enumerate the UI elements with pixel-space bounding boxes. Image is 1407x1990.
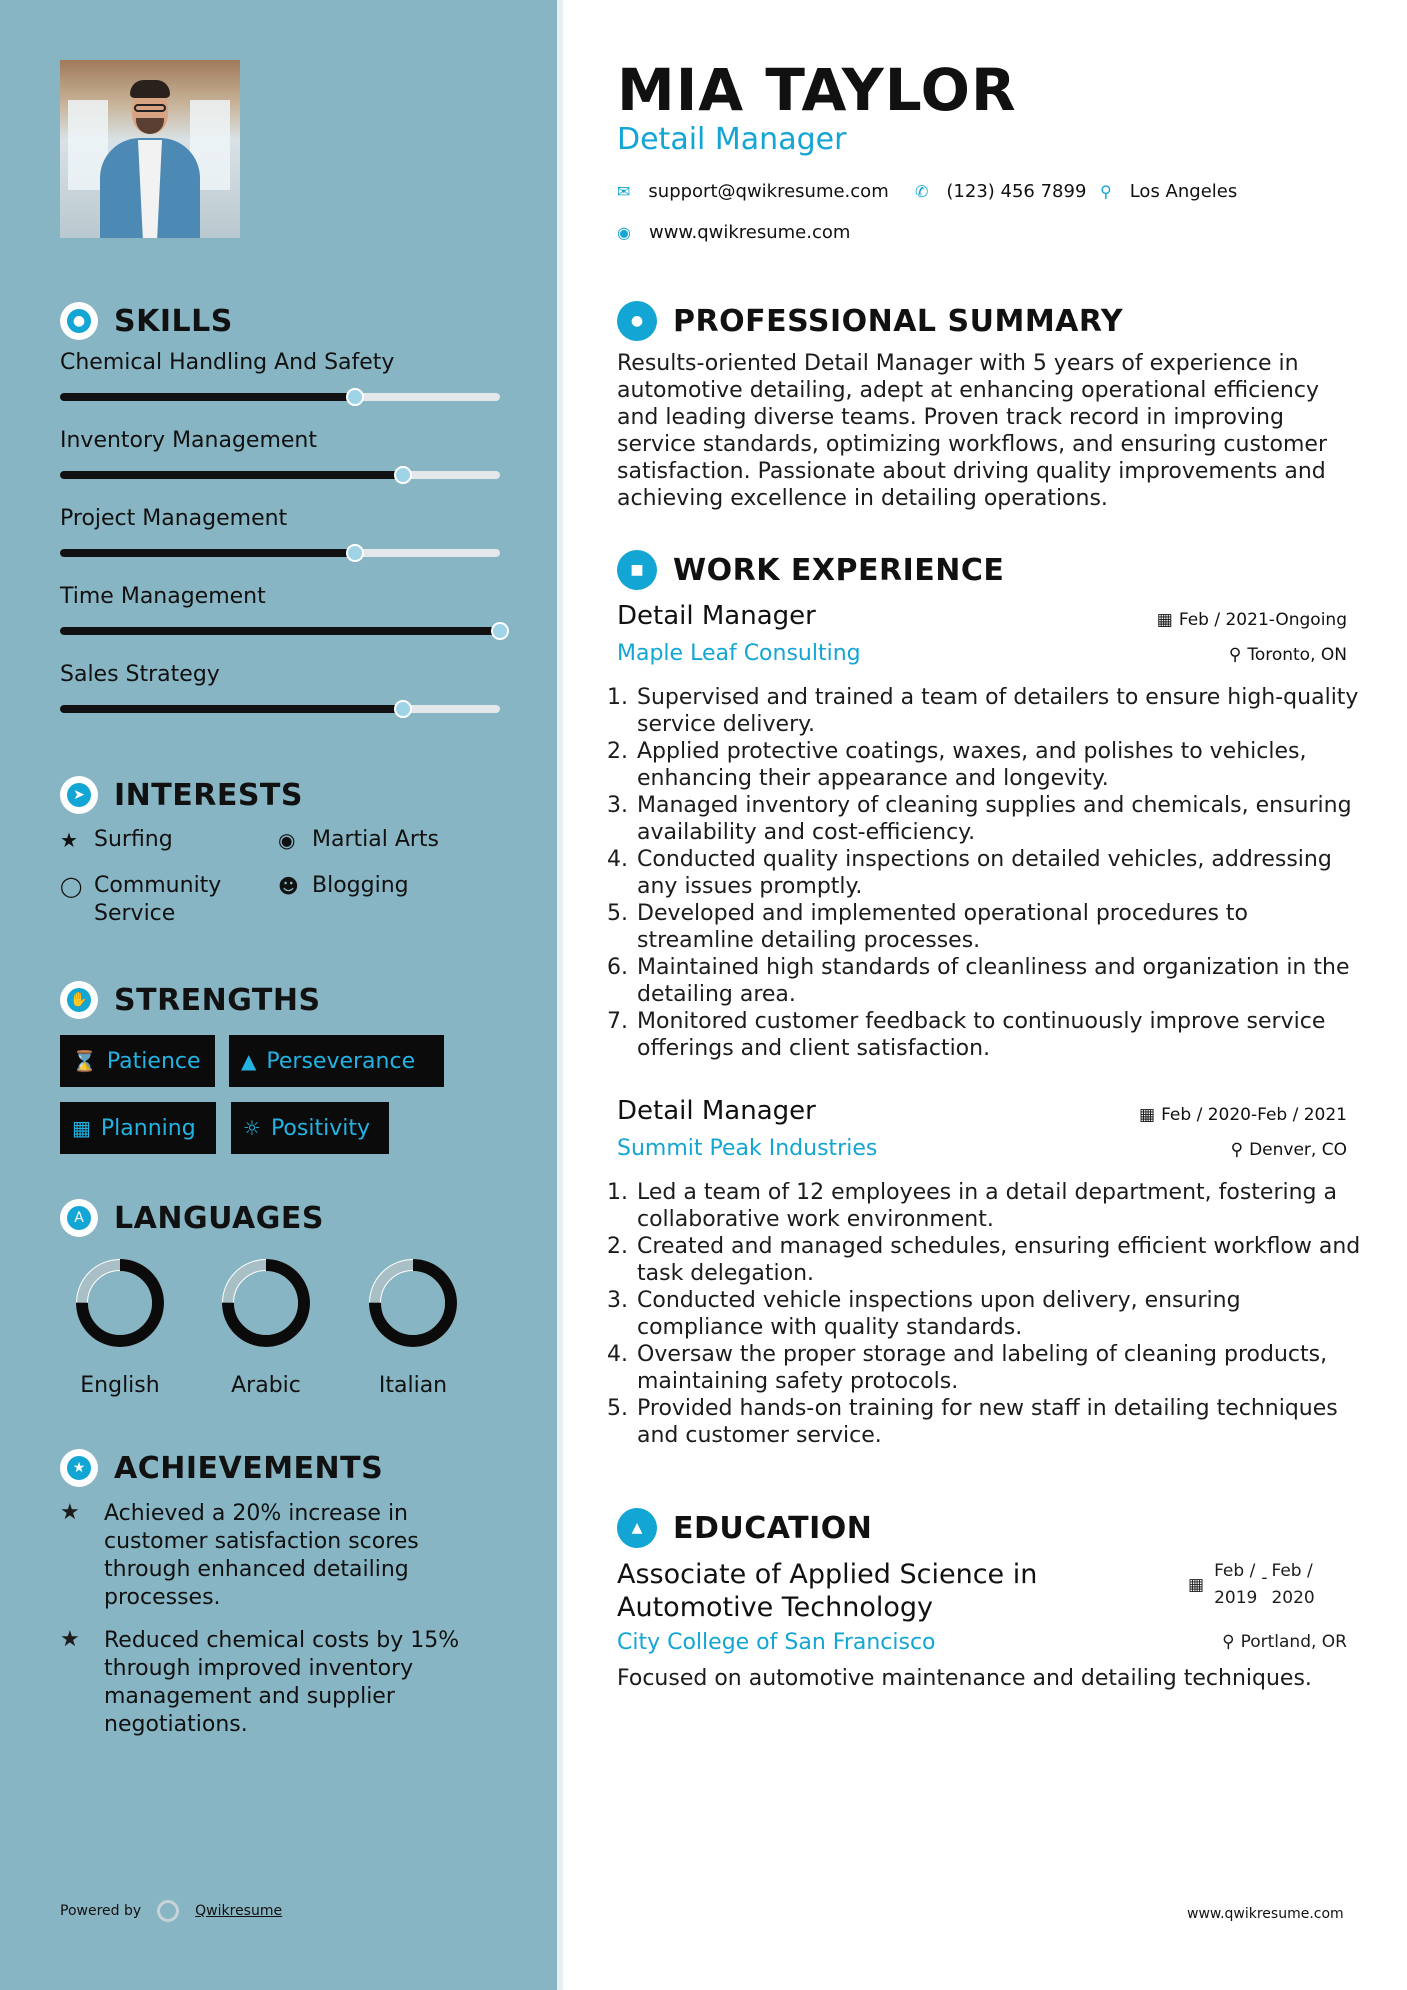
education-school: City College of San Francisco <box>617 1630 936 1655</box>
interest-item: ☻ Blogging <box>278 873 409 898</box>
job-duties <box>617 1179 1365 1449</box>
skill-label: Time Management <box>60 584 266 609</box>
interest-item: ◉ Martial Arts <box>278 827 440 852</box>
achievement-item: ★ Reduced chemical costs by 15% through improved inventory management and supplier negotiations. <box>60 1627 460 1737</box>
duty-item: 1. Led a team of 12 employees in a detail department, fostering a collaborative work environment. <box>635 1179 1365 1233</box>
job-date: ▦ Feb / 2021-Ongoing <box>1156 610 1347 630</box>
star-icon: ★ <box>60 1627 80 1652</box>
skill-item <box>60 350 500 401</box>
education-location: ⚲ Portland, OR <box>1222 1632 1347 1652</box>
skills-heading: ● SKILLS <box>60 302 233 340</box>
contact-phone: ✆ (123) 456 7899 <box>915 181 1087 202</box>
strengths-heading: ✋ STRENGTHS <box>60 981 321 1019</box>
language-item <box>343 1255 483 1398</box>
qwikresume-link[interactable]: Qwikresume <box>195 1903 283 1919</box>
users-icon: ☻ <box>278 874 299 898</box>
skill-bar <box>60 471 500 479</box>
job-company: Summit Peak Industries <box>617 1136 878 1161</box>
skill-label: Sales Strategy <box>60 662 220 687</box>
sun-icon: ☼ <box>243 1116 261 1140</box>
skill-item <box>60 584 500 635</box>
language-icon: A <box>60 1199 98 1237</box>
duty-item: 1. Supervised and trained a team of detailers to ensure high-quality service delivery. <box>635 684 1365 738</box>
achievement-item: ★ Achieved a 20% increase in customer satisfaction scores through enhanced detailing processes. <box>60 1500 419 1610</box>
skill-bar <box>60 393 500 401</box>
job-duties <box>617 684 1365 1062</box>
education-degree: Associate of Applied Science in Automotive Technology <box>617 1559 1038 1623</box>
language-item <box>196 1255 336 1398</box>
phone-icon: ✆ <box>915 182 929 201</box>
qwikresume-logo-icon <box>157 1900 179 1922</box>
contact-location: ⚲ Los Angeles <box>1100 181 1238 202</box>
job-title: Detail Manager <box>617 601 816 631</box>
duty-item: 6. Maintained high standards of cleanliness and organization in the detailing area. <box>635 954 1365 1008</box>
globe-icon: ◉ <box>617 223 631 242</box>
calendar-icon: ▦ <box>1188 1575 1205 1595</box>
skill-label: Inventory Management <box>60 428 317 453</box>
pin-icon: ⚲ <box>1222 1632 1235 1652</box>
language-ring <box>72 1255 168 1351</box>
skill-item <box>60 662 500 713</box>
skill-bar-fill <box>60 705 403 713</box>
summary-heading: ● PROFESSIONAL SUMMARY <box>617 301 1123 341</box>
award-icon: ★ <box>60 1449 98 1487</box>
education-heading: ▲ EDUCATION <box>617 1508 872 1548</box>
interest-item: ★ Surfing <box>60 827 173 852</box>
experience-heading: ■ WORK EXPERIENCE <box>617 550 1004 590</box>
languages-heading: A LANGUAGES <box>60 1199 324 1237</box>
skill-bar-knob <box>491 622 509 640</box>
hourglass-icon: ⌛ <box>72 1049 97 1073</box>
envelope-icon: ✉ <box>617 182 631 201</box>
education-description: Focused on automotive maintenance and detailing techniques. <box>617 1666 1312 1691</box>
person-role: Detail Manager <box>617 122 847 157</box>
briefcase-icon: ■ <box>617 550 657 590</box>
lightbulb-icon: ● <box>60 302 98 340</box>
duty-item: 3. Managed inventory of cleaning supplies and chemicals, ensuring availability and cost-efficiency. <box>635 792 1365 846</box>
skill-bar-knob <box>394 466 412 484</box>
skill-label: Chemical Handling And Safety <box>60 350 395 375</box>
contact-email <box>617 181 889 202</box>
skill-bar-fill <box>60 393 355 401</box>
calendar-icon: ▦ <box>1156 610 1173 630</box>
star-icon: ★ <box>60 828 78 852</box>
achievements-heading: ★ ACHIEVEMENTS <box>60 1449 383 1487</box>
language-label: Arabic <box>231 1373 301 1398</box>
interest-item: ◯ Community Service <box>60 873 222 926</box>
language-label: English <box>80 1373 160 1398</box>
skill-bar <box>60 705 500 713</box>
graduation-cap-icon: ▲ <box>617 1508 657 1548</box>
duty-item: 3. Conducted vehicle inspections upon delivery, ensuring compliance with quality standards. <box>635 1287 1365 1341</box>
strength-badge: ▦ Planning <box>60 1102 216 1154</box>
map-pin-icon: ⚲ <box>1100 182 1112 201</box>
language-label: Italian <box>378 1373 448 1398</box>
skill-bar-knob <box>346 388 364 406</box>
duty-item: 5. Developed and implemented operational procedures to streamline detailing processes. <box>635 900 1365 954</box>
profile-photo <box>60 60 240 238</box>
road-icon: ▲ <box>241 1049 257 1073</box>
divider <box>557 0 563 1990</box>
language-ring <box>365 1255 461 1351</box>
globe-icon: ◉ <box>278 828 296 852</box>
interests-heading: ➤ INTERESTS <box>60 776 303 814</box>
language-ring <box>218 1255 314 1351</box>
email-link[interactable]: support@qwikresume.com <box>648 181 889 202</box>
job-company: Maple Leaf Consulting <box>617 641 861 666</box>
strength-badge: ☼ Positivity <box>231 1102 389 1154</box>
calendar-icon: ▦ <box>1139 1105 1156 1125</box>
education-date: ▦ Feb / 2019 - Feb / 2020 <box>1188 1558 1315 1612</box>
summary-text: Results-oriented Detail Manager with 5 years of experience in automotive detailing, adept at enhancing operational efficiency and leading diverse teams. Proven track record in improving service standards, optimizing workflows, and ensuring customer satisfaction. Passionate about driving quality improvements and achieving excellence in detailing operations. <box>617 351 1328 511</box>
duty-item: 4. Conducted quality inspections on detailed vehicles, addressing any issues promptly. <box>635 846 1365 900</box>
skill-item <box>60 428 500 479</box>
duty-item: 2. Applied protective coatings, waxes, and polishes to vehicles, enhancing their appearance and longevity. <box>635 738 1365 792</box>
contact-website <box>617 222 850 243</box>
star-icon: ★ <box>60 1500 80 1525</box>
job-date: ▦ Feb / 2020-Feb / 2021 <box>1139 1105 1347 1125</box>
skill-bar-knob <box>394 700 412 718</box>
strength-badge: ▲ Perseverance <box>229 1035 444 1087</box>
duty-item: 5. Provided hands-on training for new staff in detailing techniques and customer service. <box>635 1395 1365 1449</box>
powered-by: Powered by Qwikresume <box>60 1900 282 1922</box>
strength-badge: ⌛ Patience <box>60 1035 215 1087</box>
job-location: ⚲ Toronto, ON <box>1228 645 1347 665</box>
job-title: Detail Manager <box>617 1096 816 1126</box>
skill-bar-fill <box>60 549 355 557</box>
user-icon: ● <box>617 301 657 341</box>
skill-bar-fill <box>60 471 403 479</box>
skill-bar-fill <box>60 627 500 635</box>
shield-icon: ◯ <box>60 874 83 898</box>
language-item <box>50 1255 190 1398</box>
paper-plane-icon: ➤ <box>60 776 98 814</box>
skill-bar <box>60 549 500 557</box>
calendar-icon: ▦ <box>72 1116 91 1140</box>
pin-icon: ⚲ <box>1230 1140 1244 1160</box>
job-location: ⚲ Denver, CO <box>1230 1140 1347 1160</box>
footer-website[interactable]: www.qwikresume.com <box>1187 1906 1344 1922</box>
pin-icon: ⚲ <box>1228 645 1242 665</box>
duty-item: 2. Created and managed schedules, ensuring efficient workflow and task delegation. <box>635 1233 1365 1287</box>
duty-item: 4. Oversaw the proper storage and labeling of cleaning products, maintaining safety protocols. <box>635 1341 1365 1395</box>
duty-item: 7. Monitored customer feedback to continuously improve service offerings and client satisfaction. <box>635 1008 1365 1062</box>
skill-bar-knob <box>346 544 364 562</box>
skill-item <box>60 506 500 557</box>
skill-label: Project Management <box>60 506 288 531</box>
skill-bar <box>60 627 500 635</box>
fist-icon: ✋ <box>60 981 98 1019</box>
person-name: MIA TAYLOR <box>617 56 1017 124</box>
website-link[interactable]: www.qwikresume.com <box>648 222 851 243</box>
